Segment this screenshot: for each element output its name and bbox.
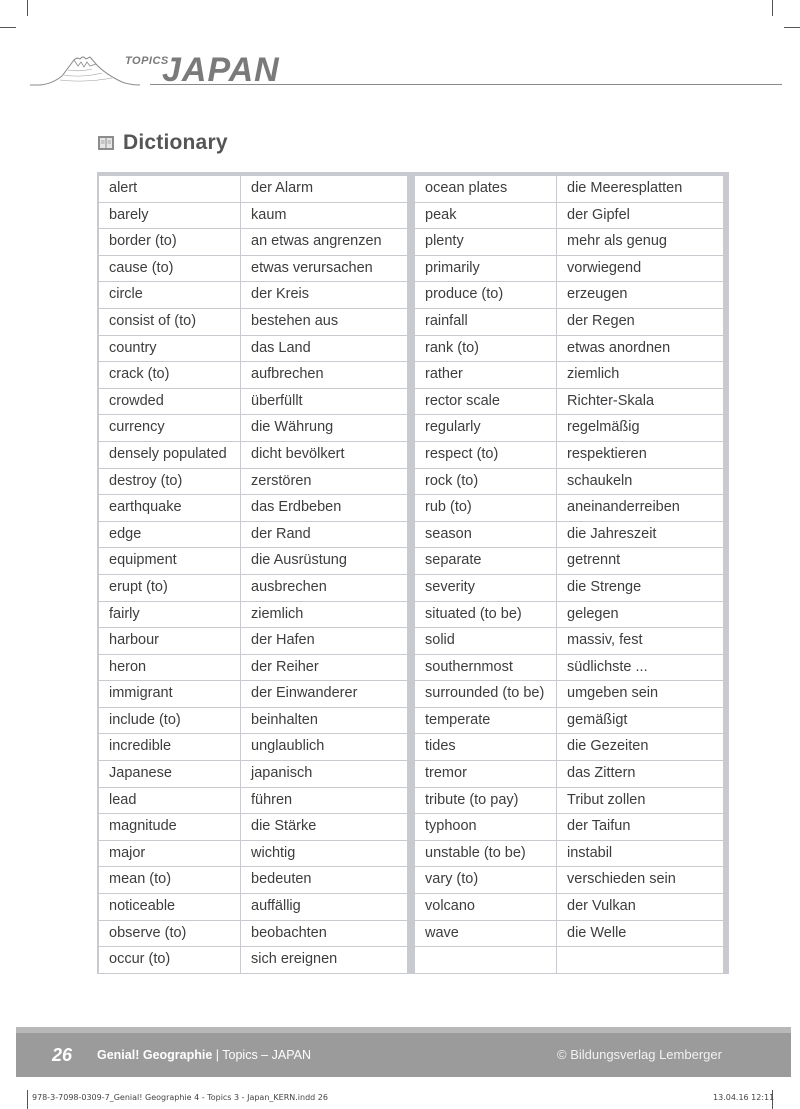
term-german: der Hafen — [241, 628, 407, 654]
term-english: severity — [415, 575, 556, 601]
table-row — [415, 548, 723, 575]
term-german: vorwiegend — [557, 256, 723, 282]
table-row — [415, 309, 723, 336]
term-english: densely populated — [99, 442, 240, 468]
term-english: rub (to) — [415, 495, 556, 521]
term-english: situated (to be) — [415, 602, 556, 628]
term-german: die Gezeiten — [557, 734, 723, 760]
term-german: die Ausrüstung — [241, 548, 407, 574]
term-german: das Land — [241, 336, 407, 362]
table-row — [99, 867, 407, 894]
term-german: das Zittern — [557, 761, 723, 787]
term-english: solid — [415, 628, 556, 654]
term-german: mehr als genug — [557, 229, 723, 255]
table-row — [415, 761, 723, 788]
table-row — [415, 415, 723, 442]
table-row — [99, 442, 407, 469]
term-english: erupt (to) — [99, 575, 240, 601]
term-german: der Reiher — [241, 655, 407, 681]
term-german: unglaublich — [241, 734, 407, 760]
term-english: destroy (to) — [99, 469, 240, 495]
term-german: etwas verursachen — [241, 256, 407, 282]
footer-bar-accent — [16, 1027, 791, 1033]
table-row — [415, 522, 723, 549]
term-english: temperate — [415, 708, 556, 734]
page-header — [0, 0, 800, 100]
term-german: respektieren — [557, 442, 723, 468]
term-english: tremor — [415, 761, 556, 787]
footer-section: | Topics – JAPAN — [212, 1048, 311, 1062]
term-english: edge — [99, 522, 240, 548]
term-german: führen — [241, 788, 407, 814]
term-german: gelegen — [557, 602, 723, 628]
dictionary-table — [97, 172, 729, 974]
term-german: umgeben sein — [557, 681, 723, 707]
term-english: southernmost — [415, 655, 556, 681]
print-slug-date: 13.04.16 12:11 — [713, 1093, 775, 1102]
term-german: der Kreis — [241, 282, 407, 308]
term-english: ocean plates — [415, 176, 556, 202]
table-row — [99, 761, 407, 788]
term-english: wave — [415, 921, 556, 947]
table-row — [99, 469, 407, 496]
table-row — [415, 203, 723, 230]
table-row — [415, 282, 723, 309]
term-english: produce (to) — [415, 282, 556, 308]
term-german: die Währung — [241, 415, 407, 441]
term-german: aufbrechen — [241, 362, 407, 388]
term-english: currency — [99, 415, 240, 441]
term-english: peak — [415, 203, 556, 229]
term-english: fairly — [99, 602, 240, 628]
term-english: circle — [99, 282, 240, 308]
term-english: cause (to) — [99, 256, 240, 282]
term-english: observe (to) — [99, 921, 240, 947]
term-german: erzeugen — [557, 282, 723, 308]
term-english: earthquake — [99, 495, 240, 521]
term-english: typhoon — [415, 814, 556, 840]
term-english: separate — [415, 548, 556, 574]
term-english: plenty — [415, 229, 556, 255]
table-row — [415, 814, 723, 841]
table-row — [415, 921, 723, 948]
term-english: rainfall — [415, 309, 556, 335]
table-row — [99, 389, 407, 416]
dictionary-column-left — [99, 176, 407, 974]
term-english: equipment — [99, 548, 240, 574]
term-english: harbour — [99, 628, 240, 654]
print-slug-file: 978-3-7098-0309-7_Genial! Geographie 4 - Topics 3 - Japan_KERN.indd 26 — [32, 1093, 328, 1102]
term-german: der Einwanderer — [241, 681, 407, 707]
term-german: massiv, fest — [557, 628, 723, 654]
term-english: surrounded (to be) — [415, 681, 556, 707]
term-english: season — [415, 522, 556, 548]
table-row — [99, 921, 407, 948]
term-english: incredible — [99, 734, 240, 760]
term-german: südlichste ... — [557, 655, 723, 681]
table-row — [99, 282, 407, 309]
term-german: der Vulkan — [557, 894, 723, 920]
term-german: die Stärke — [241, 814, 407, 840]
term-english: regularly — [415, 415, 556, 441]
table-row — [99, 655, 407, 682]
table-row — [99, 522, 407, 549]
term-german: die Strenge — [557, 575, 723, 601]
table-row — [99, 628, 407, 655]
term-english: alert — [99, 176, 240, 202]
page-number: 26 — [52, 1045, 73, 1065]
term-german: die Welle — [557, 921, 723, 947]
table-row — [415, 734, 723, 761]
term-english: vary (to) — [415, 867, 556, 893]
table-row — [415, 575, 723, 602]
term-english: rector scale — [415, 389, 556, 415]
term-english: major — [99, 841, 240, 867]
table-row — [415, 495, 723, 522]
table-row — [415, 336, 723, 363]
table-row — [99, 788, 407, 815]
page-title: Dictionary — [123, 131, 228, 154]
term-english: occur (to) — [99, 947, 240, 973]
table-row — [415, 681, 723, 708]
table-row — [99, 256, 407, 283]
term-german: ziemlich — [241, 602, 407, 628]
table-row — [415, 655, 723, 682]
table-row — [99, 894, 407, 921]
term-english: rather — [415, 362, 556, 388]
table-row — [415, 362, 723, 389]
table-row — [415, 788, 723, 815]
term-german: getrennt — [557, 548, 723, 574]
term-german: japanisch — [241, 761, 407, 787]
table-row — [99, 841, 407, 868]
term-english: noticeable — [99, 894, 240, 920]
term-german: die Jahreszeit — [557, 522, 723, 548]
table-row — [415, 229, 723, 256]
section-heading — [98, 128, 228, 158]
term-german: Richter-Skala — [557, 389, 723, 415]
crop-mark — [27, 1090, 28, 1109]
term-german: bedeuten — [241, 867, 407, 893]
table-row — [415, 867, 723, 894]
table-row — [99, 309, 407, 336]
term-english — [415, 947, 556, 973]
term-english: mean (to) — [99, 867, 240, 893]
term-german: ausbrechen — [241, 575, 407, 601]
table-row — [99, 708, 407, 735]
term-english: immigrant — [99, 681, 240, 707]
term-english: include (to) — [99, 708, 240, 734]
table-row — [415, 469, 723, 496]
term-english: tides — [415, 734, 556, 760]
table-row — [415, 708, 723, 735]
table-row — [415, 841, 723, 868]
term-german: gemäßigt — [557, 708, 723, 734]
table-row — [99, 176, 407, 203]
term-english: Japanese — [99, 761, 240, 787]
term-english: border (to) — [99, 229, 240, 255]
term-german: schaukeln — [557, 469, 723, 495]
table-row — [99, 681, 407, 708]
term-english: unstable (to be) — [415, 841, 556, 867]
term-german: der Regen — [557, 309, 723, 335]
term-english: crack (to) — [99, 362, 240, 388]
term-german: ziemlich — [557, 362, 723, 388]
term-german: etwas anordnen — [557, 336, 723, 362]
term-german: der Taifun — [557, 814, 723, 840]
term-english: rank (to) — [415, 336, 556, 362]
table-row — [99, 575, 407, 602]
term-german: bestehen aus — [241, 309, 407, 335]
table-row — [99, 734, 407, 761]
term-english: crowded — [99, 389, 240, 415]
table-row — [99, 415, 407, 442]
table-row — [415, 256, 723, 283]
term-german: instabil — [557, 841, 723, 867]
table-row — [99, 336, 407, 363]
term-english: lead — [99, 788, 240, 814]
term-german: überfüllt — [241, 389, 407, 415]
footer-copyright: © Bildungsverlag Lemberger — [557, 1047, 722, 1062]
table-row — [415, 947, 723, 974]
term-german — [557, 947, 723, 973]
table-row — [99, 548, 407, 575]
term-english: country — [99, 336, 240, 362]
term-english: respect (to) — [415, 442, 556, 468]
table-row — [99, 203, 407, 230]
dictionary-column-right — [415, 176, 723, 974]
term-german: der Gipfel — [557, 203, 723, 229]
term-german: an etwas angrenzen — [241, 229, 407, 255]
term-english: primarily — [415, 256, 556, 282]
term-english: rock (to) — [415, 469, 556, 495]
term-german: auffällig — [241, 894, 407, 920]
table-row — [415, 894, 723, 921]
table-row — [415, 442, 723, 469]
table-row — [99, 229, 407, 256]
term-german: zerstören — [241, 469, 407, 495]
term-english: consist of (to) — [99, 309, 240, 335]
term-english: heron — [99, 655, 240, 681]
table-row — [99, 602, 407, 629]
table-row — [415, 628, 723, 655]
term-german: dicht bevölkert — [241, 442, 407, 468]
term-german: verschieden sein — [557, 867, 723, 893]
term-german: sich ereignen — [241, 947, 407, 973]
table-row — [99, 814, 407, 841]
term-german: kaum — [241, 203, 407, 229]
term-german: regelmäßig — [557, 415, 723, 441]
term-english: tribute (to pay) — [415, 788, 556, 814]
term-german: das Erdbeben — [241, 495, 407, 521]
table-row — [415, 389, 723, 416]
table-row — [415, 602, 723, 629]
table-row — [99, 947, 407, 974]
term-german: aneinanderreiben — [557, 495, 723, 521]
table-row — [415, 176, 723, 203]
term-english: volcano — [415, 894, 556, 920]
term-german: der Alarm — [241, 176, 407, 202]
term-german: beinhalten — [241, 708, 407, 734]
term-german: der Rand — [241, 522, 407, 548]
table-row — [99, 495, 407, 522]
footer-title — [97, 1048, 311, 1062]
table-row — [99, 362, 407, 389]
term-german: wichtig — [241, 841, 407, 867]
term-english: magnitude — [99, 814, 240, 840]
term-german: Tribut zollen — [557, 788, 723, 814]
term-german: die Meeresplatten — [557, 176, 723, 202]
term-english: barely — [99, 203, 240, 229]
book-icon — [98, 136, 114, 150]
footer-book: Genial! Geographie — [97, 1048, 213, 1062]
term-german: beobachten — [241, 921, 407, 947]
topics-label: TOPICS — [125, 55, 169, 67]
header-title: JAPAN — [162, 51, 280, 89]
